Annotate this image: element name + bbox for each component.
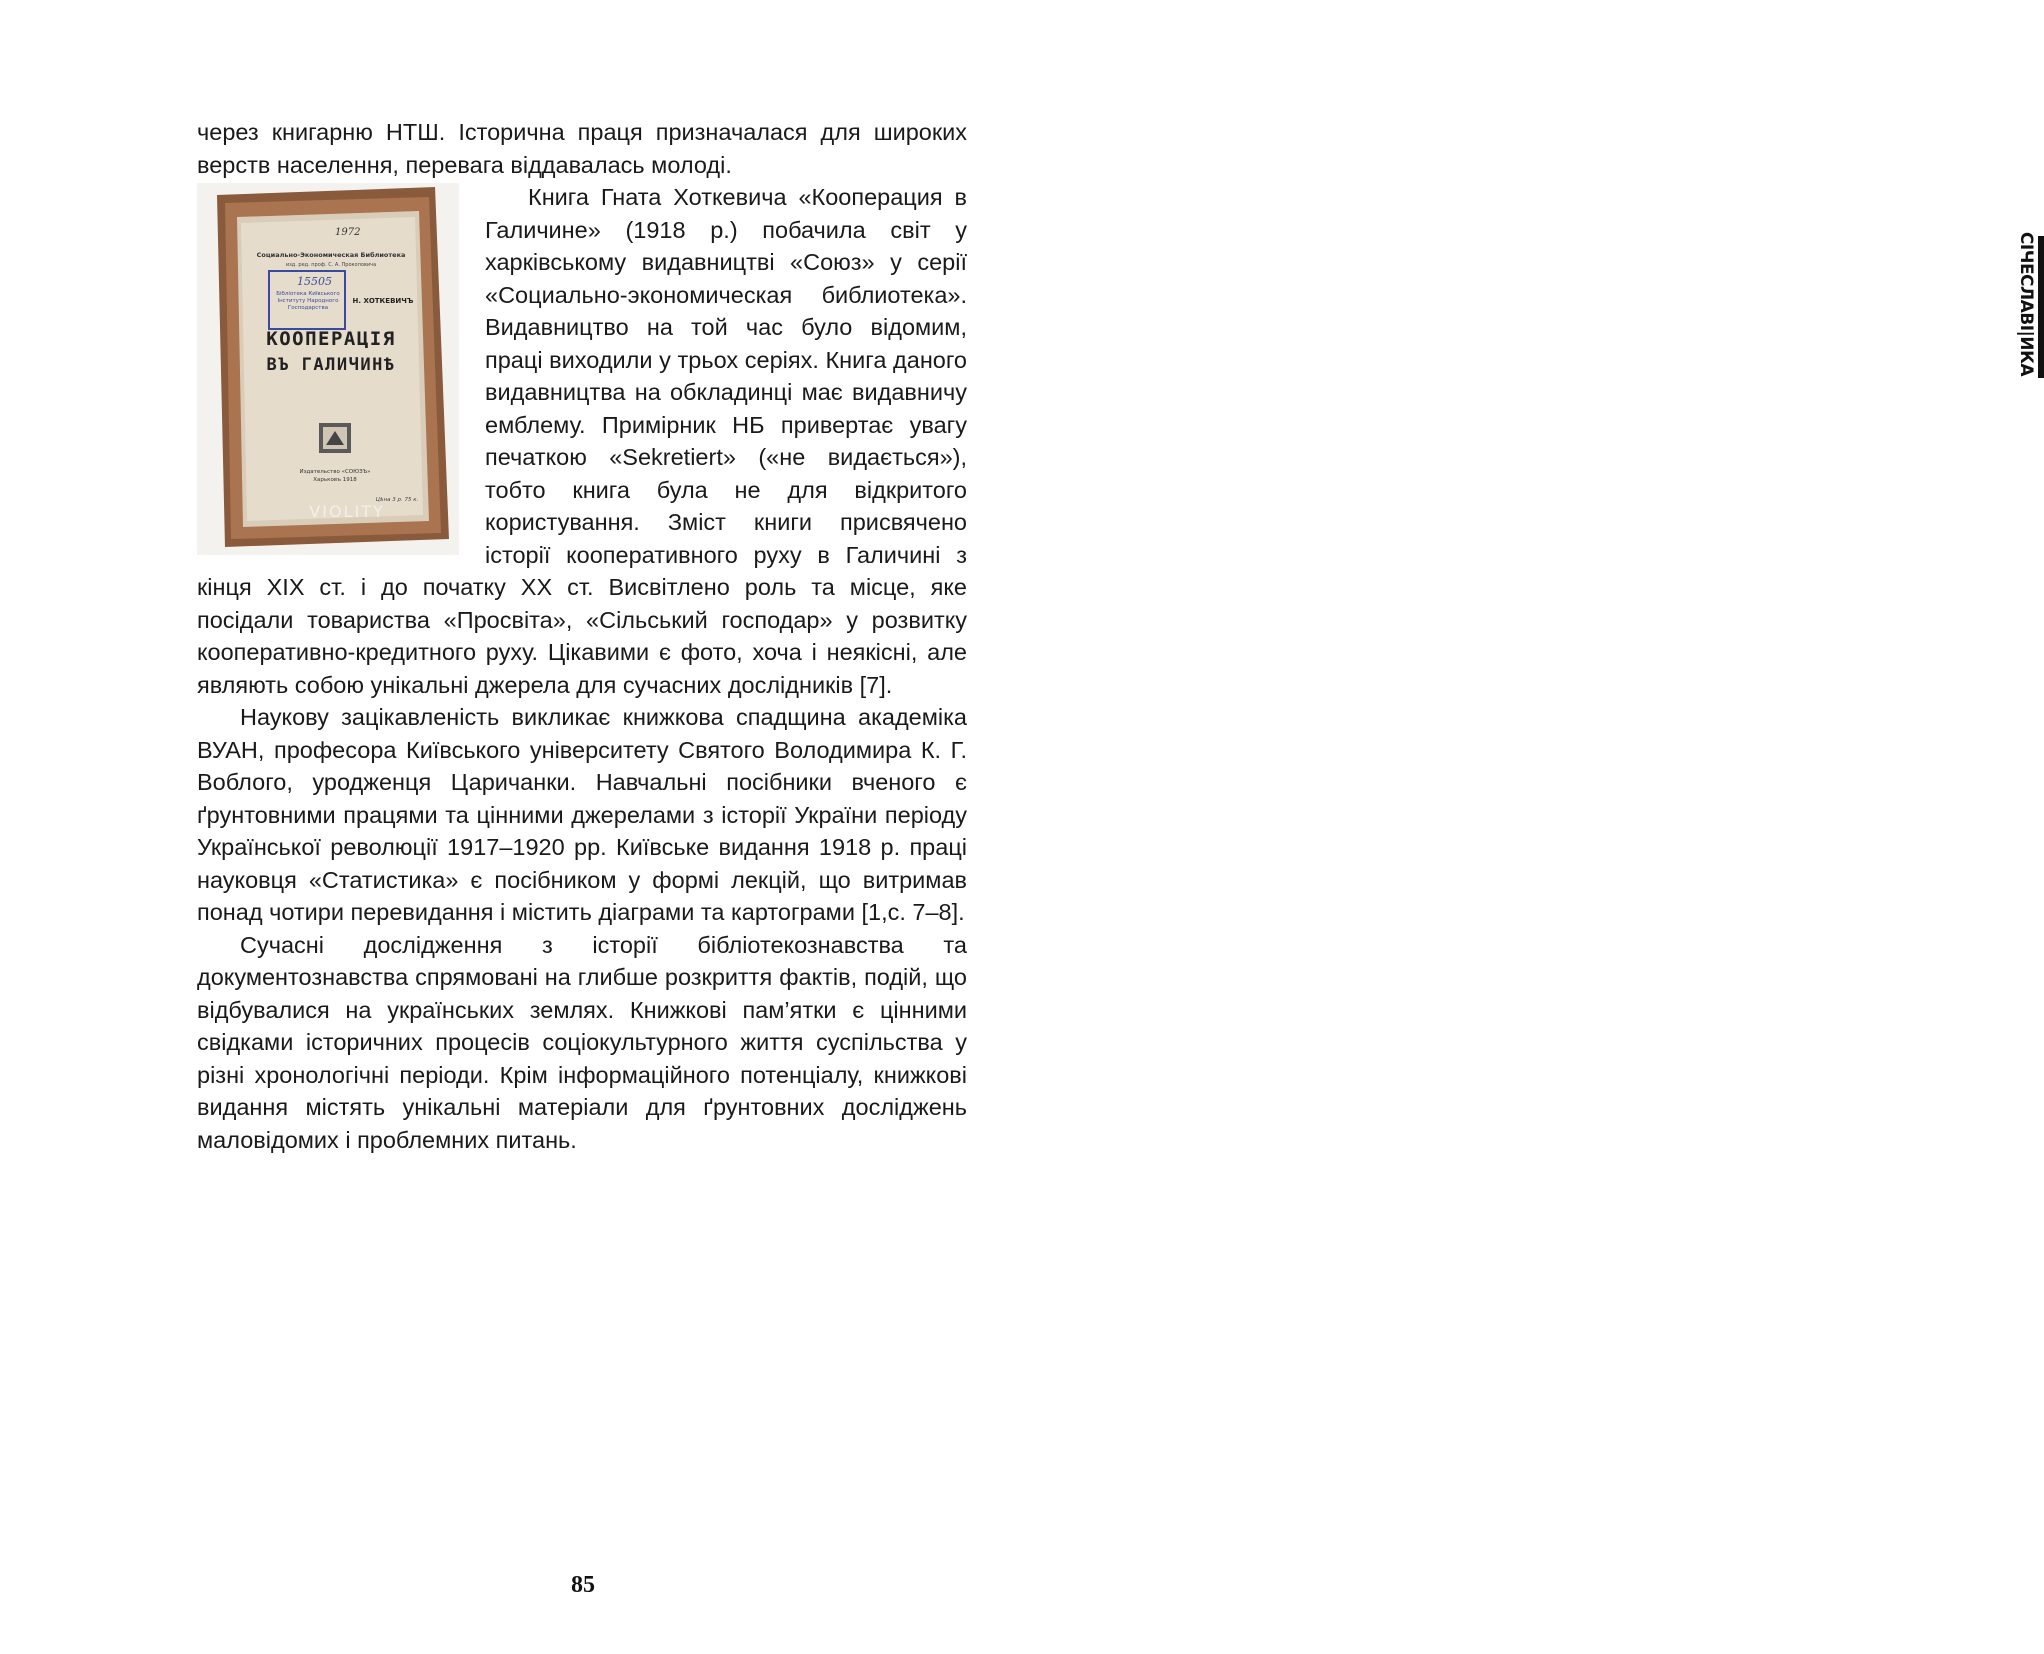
journal-side-logo-text: СІЧЕСЛАВІ|ИКА (2016, 231, 2036, 377)
book-cover-svg (197, 183, 459, 555)
stamp-number: 15505 (297, 275, 332, 288)
journal-side-logo (1004, 118, 2036, 377)
paragraph-4: Сучасні дослідження з історії бібліотекознавства та документознавства спрямовані на глибше розкриття фактів, подій, що відбувалися на українських землях. Книжкові пам’ятки є цінними свідками історичних процесів соціокультурного життя суспільства у різні хронологічні періоди. Крім інформаційного потенціалу, книжкові видання містять унікальні матеріали для ґрунтовних досліджень маловідомих і проблемних питань. (197, 931, 967, 1153)
cover-title-line2: ВЪ ГАЛИЧИНѢ (266, 355, 396, 375)
article-body (197, 116, 967, 1156)
publisher-emblem (319, 423, 351, 453)
cover-author: Н. ХОТКЕВИЧЪ (352, 297, 414, 305)
cover-handwritten-number: 1972 (335, 227, 361, 238)
journal-side-bar (2038, 236, 2044, 378)
paragraph-3: Наукову зацікавленість викликає книжкова спадщина академіка ВУАН, професора Київського університету Святого Володимира К. Г. Воблого, уродженця Царичанки. Навчальні посібники вченого є ґрунтовними працями та цінними джерелами з історії України періоду Української революції 1917–1920 рр. Київське видання 1918 р. праці науковця «Статистика» є посібником у формі лекцій, що витримав понад чотири перевидання і містить діаграми та картограми [1,с. 7–8]. (197, 704, 967, 925)
paragraph-1: через книгарню НТШ. Історична праця призначалася для широких верств населення, перевага віддавалась молоді. (197, 119, 967, 178)
cover-publisher-line1: Издательство «СОЮЗЪ» (299, 469, 371, 475)
cover-title-line1: КООПЕРАЦІЯ (266, 328, 396, 350)
stamp-text: Бібліотека Київського Інституту Народного Господарства (276, 291, 340, 311)
photo-watermark: VIOLITY (309, 502, 385, 521)
cover-series-title: Социально-Экономическая Библиотека (256, 251, 406, 259)
book-cover-photo (197, 183, 459, 555)
cover-series-subtitle: изд. ред. проф. С. А. Прокоповича (285, 262, 377, 268)
paragraph-2: Книга Гната Хоткевича «Кооперация в Галичине» (1918 р.) побачила світ у харківському видавництві «Союз» у серії «Социально-экономическая библиотека». Видавництво на той час було відомим, праці виходили у трьох серіях. Книга даного видавництва на обкладинці має видавничу емблему. Примірник НБ привертає увагу печаткою «Sekretiert» («не видається»), тобто книга була не для відкритого користування. Зміст книги присвячено історії кооперативного руху в Галичині з кінця XIX ст. і до початку XX ст. Висвітлено роль та місце, яке посідали товариства «Просвіта», «Сільський господар» у розвитку кооперативно-кредитного руху. Цікавими є фото, хоча і неякісні, але являють собою унікальні джерела для сучасних дослідників [7]. (197, 184, 967, 698)
cover-price: Цѣна 3 р. 75 к. (375, 497, 419, 503)
page-number: 85 (571, 1572, 595, 1598)
cover-publisher-line2: Харьковъ 1918 (313, 477, 357, 483)
